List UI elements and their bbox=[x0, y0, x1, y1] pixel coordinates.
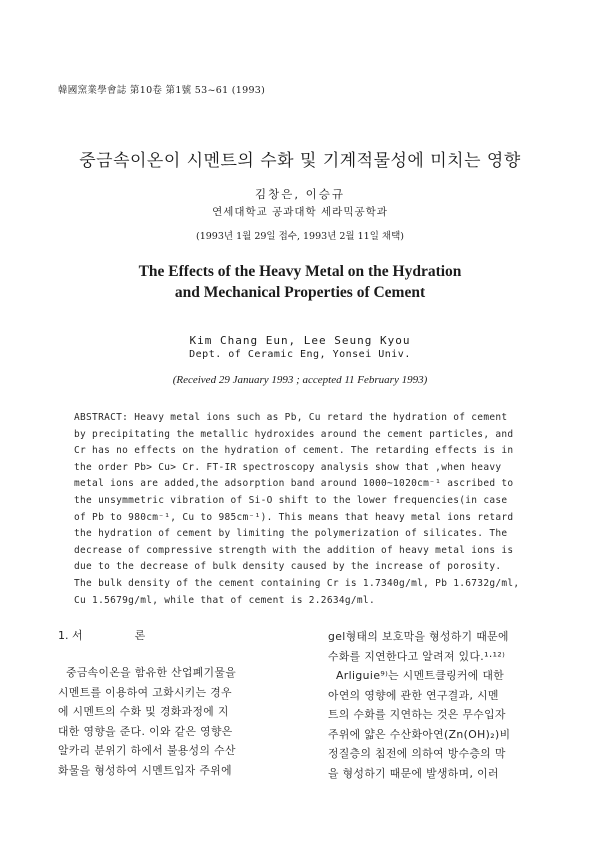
abstract-line: decrease of compressive strength with the addition of heavy metal ions is bbox=[74, 544, 514, 556]
abstract-line: due to the decrease of bulk density caused by the increase of porosity. bbox=[74, 561, 502, 573]
body-line: 수화를 지연한다고 알려져 있다.¹·¹²⁾ bbox=[328, 649, 506, 663]
body-line: 아연의 영향에 관한 연구결과, 시멘 bbox=[328, 688, 499, 702]
body-line: 주위에 얇은 수산화아연(Zn(OH)₂)비 bbox=[328, 727, 511, 741]
body-line: 알카리 분위기 하에서 불용성의 수산 bbox=[58, 744, 236, 757]
body-line: 대한 영향을 준다. 이와 같은 영향은 bbox=[58, 724, 233, 738]
abstract-line: Cr has no effects on the hydration of cement. The retarding effects is in bbox=[74, 445, 514, 457]
dates-english: (Received 29 January 1993 ; accepted 11 February 1993) bbox=[172, 374, 428, 386]
title-korean: 중금속이온이 시멘트의 수화 및 기계적물성에 미치는 영향 bbox=[79, 151, 521, 171]
body-line: 을 형성하기 때문에 발생하며, 이러 bbox=[328, 766, 499, 780]
title-english-line-2: and Mechanical Properties of Cement bbox=[174, 284, 426, 301]
body-line: 중금속이온을 함유한 산업폐기물을 bbox=[66, 666, 237, 679]
body-line: 화물을 형성하여 시멘트입자 주위에 bbox=[58, 763, 232, 777]
body-line: 트의 수화를 지연하는 것은 무수입자 bbox=[328, 708, 506, 721]
dates-korean: (1993년 1월 29일 접수, 1993년 2월 11일 채택) bbox=[196, 231, 404, 242]
title-english bbox=[0, 261, 600, 303]
body-line: Arliguie⁹⁾는 시멘트클링커에 대한 bbox=[336, 669, 505, 682]
abstract-line: metal ions are added,the adsorption band around 1000~1020cm⁻¹ ascribed to bbox=[74, 478, 514, 490]
abstract-line: the hydration of cement by limiting the polymerization of silicates. The bbox=[74, 528, 508, 540]
body-column-left bbox=[58, 627, 273, 780]
abstract-line: the order Pb> Cu> Cr. FT-IR spectroscopy analysis show that ,when heavy bbox=[74, 461, 502, 473]
abstract-line: the unsymmetric vibration of Si-O shift to the lower frequencies(in case bbox=[74, 494, 508, 506]
body-line: 정질층의 침전에 의하여 방수층의 막 bbox=[328, 747, 506, 760]
body-line: 에 시멘트의 수화 및 경화과정에 지 bbox=[58, 705, 229, 718]
abstract-line: ABSTRACT: Heavy metal ions such as Pb, Cu retard the hydration of cement bbox=[74, 412, 508, 423]
body-line: 시멘트를 이용하여 고화시키는 경우 bbox=[58, 685, 232, 699]
journal-header: 韓國窯業學會誌 第10卷 第1號 53~61 (1993) bbox=[58, 85, 266, 96]
section-heading bbox=[58, 627, 273, 663]
abstract-line: of Pb to 980cm⁻¹, Cu to 985cm⁻¹). This means that heavy metal ions retard bbox=[74, 511, 514, 523]
abstract-line: The bulk density of the cement containing Cr is 1.7340g/ml, Pb 1.6732g/ml, bbox=[74, 577, 520, 589]
body-column-right bbox=[328, 627, 543, 783]
abstract-line: Cu 1.5679g/ml, while that of cement is 2.2634g/ml. bbox=[74, 594, 375, 606]
title-english-line-1: The Effects of the Heavy Metal on the Hydration bbox=[138, 263, 462, 280]
section-title: 론 bbox=[134, 629, 146, 642]
abstract bbox=[74, 410, 526, 609]
section-number: 1. 서 bbox=[58, 629, 83, 642]
authors-korean: 김창은, 이승규 bbox=[255, 187, 345, 201]
authors-english: Kim Chang Eun, Lee Seung Kyou bbox=[189, 334, 411, 347]
affiliation-english: Dept. of Ceramic Eng, Yonsei Univ. bbox=[189, 349, 411, 360]
affiliation-korean: 연세대학교 공과대학 세라믹공학과 bbox=[212, 206, 388, 218]
body-line: gel형태의 보호막을 형성하기 때문에 bbox=[328, 630, 509, 643]
abstract-line: by precipitating the metallic hydroxides around the cement particles, and bbox=[74, 428, 514, 440]
